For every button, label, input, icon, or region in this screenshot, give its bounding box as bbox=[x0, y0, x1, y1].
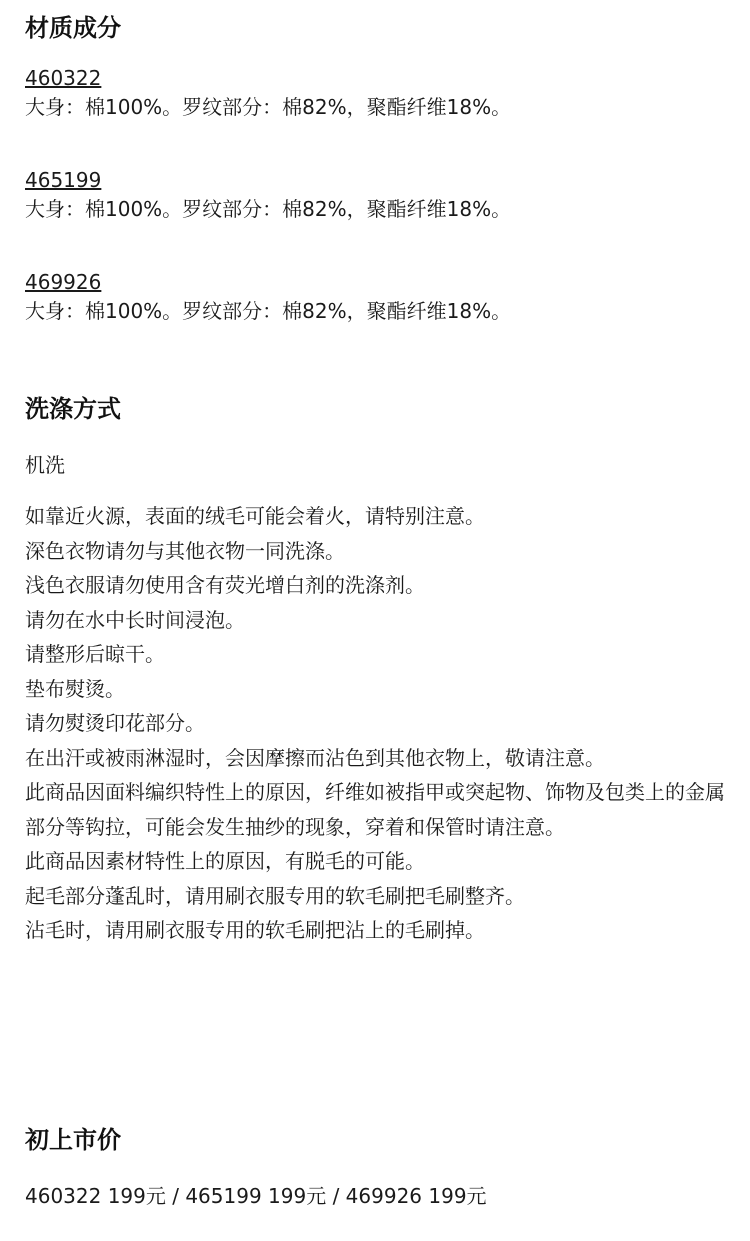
material-composition: 大身：棉100%。罗纹部分：棉82%，聚酯纤维18%。 bbox=[25, 299, 512, 323]
product-code-link[interactable]: 460322 bbox=[25, 66, 102, 90]
materials-title: 材质成分 bbox=[25, 14, 121, 42]
material-item bbox=[25, 268, 511, 326]
care-note: 垫布熨烫。 bbox=[25, 676, 125, 701]
material-composition: 大身：棉100%。罗纹部分：棉82%，聚酯纤维18%。 bbox=[25, 197, 512, 221]
care-title: 洗涤方式 bbox=[25, 395, 121, 423]
care-note: 起毛部分蓬乱时，请用刷衣服专用的软毛刷把毛刷整齐。 bbox=[25, 883, 525, 908]
wash-method: 机洗 bbox=[25, 453, 65, 477]
launch-price: 460322 199元 / 465199 199元 / 469926 199元 bbox=[25, 1184, 487, 1208]
material-item bbox=[25, 166, 511, 224]
care-note: 在出汗或被雨淋湿时，会因摩擦而沾色到其他衣物上，敬请注意。 bbox=[25, 745, 605, 770]
care-note: 请勿熨烫印花部分。 bbox=[25, 711, 205, 735]
care-note: 浅色衣服请勿使用含有荧光增白剂的洗涤剂。 bbox=[25, 573, 425, 597]
care-note: 如靠近火源，表面的绒毛可能会着火，请特别注意。 bbox=[25, 504, 485, 528]
care-notes bbox=[25, 499, 725, 948]
product-code-link[interactable]: 465199 bbox=[25, 168, 102, 192]
care-note: 此商品因面料编织特性上的原因，纤维如被指甲或突起物、饰物及包类上的金属部分等钩拉，可能会发生抽纱的现象，穿着和保管时请注意。 bbox=[25, 780, 725, 839]
care-note: 此商品因素材特性上的原因，有脱毛的可能。 bbox=[25, 849, 425, 873]
care-note: 深色衣物请勿与其他衣物一同洗涤。 bbox=[25, 538, 345, 563]
material-item bbox=[25, 64, 511, 122]
price-title: 初上市价 bbox=[25, 1126, 121, 1154]
material-composition: 大身：棉100%。罗纹部分：棉82%，聚酯纤维18%。 bbox=[25, 95, 512, 119]
care-note: 请勿在水中长时间浸泡。 bbox=[25, 607, 245, 632]
product-code-link[interactable]: 469926 bbox=[25, 270, 102, 294]
care-note: 沾毛时，请用刷衣服专用的软毛刷把沾上的毛刷掉。 bbox=[25, 918, 485, 942]
care-note: 请整形后晾干。 bbox=[25, 642, 165, 666]
